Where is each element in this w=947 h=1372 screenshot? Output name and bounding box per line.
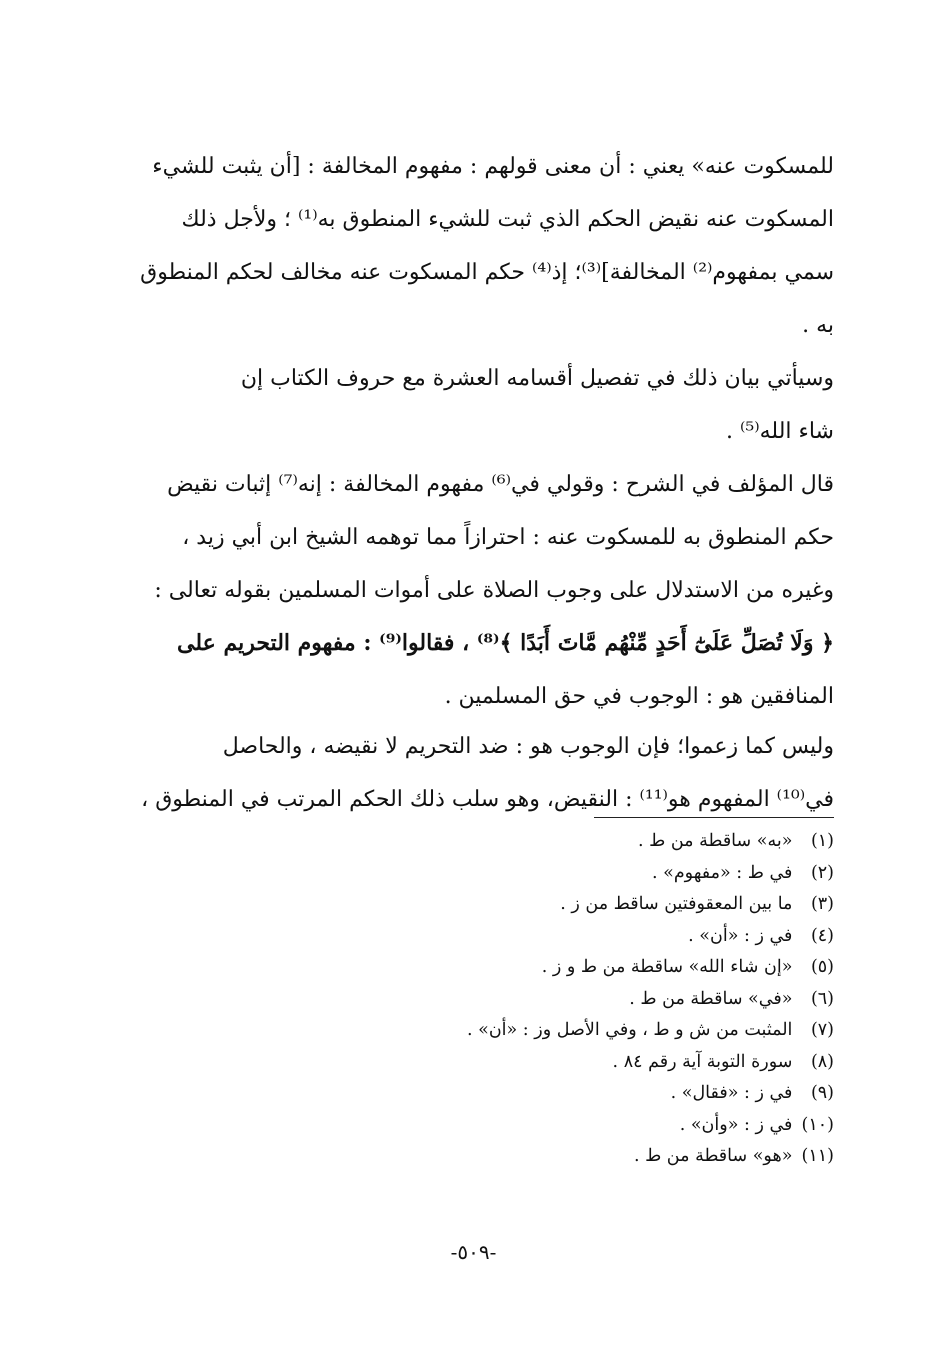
footnote-text: سورة التوبة آية رقم ٨٤ .	[612, 1051, 793, 1072]
text-line: المنافقين هو : الوجوب في حق المسلمين .	[444, 684, 834, 709]
text-line: للمسكوت عنه» يعني : أن معنى قولهم : مفهوم المخالفة : [أن يثبت للشيء	[152, 154, 834, 179]
footnote-item	[380, 1078, 834, 1110]
paragraph-text	[128, 352, 834, 458]
footnote-text: «إن شاء الله» ساقطة من ط و ز .	[541, 957, 793, 977]
footnote-item	[380, 1047, 834, 1079]
footnote-item	[380, 1141, 834, 1173]
footnote-number: (٧)	[810, 1020, 834, 1040]
footnote-text: «في» ساقطة من ط .	[629, 988, 793, 1009]
text-line: وسيأتي بيان ذلك في تفصيل أقسامه العشرة مع حروف الكتاب إن	[240, 366, 834, 391]
footnotes-list	[380, 826, 834, 1173]
text-line: في⁽¹⁰⁾ المفهوم هو⁽¹¹⁾ : النقيض، وهو سلب ذلك الحكم المرتب في المنطوق ،	[141, 787, 834, 812]
footnote-number: (٦)	[810, 988, 834, 1009]
body-paragraph-1	[128, 140, 834, 352]
footnote-separator	[594, 817, 834, 818]
body-paragraph-3	[128, 458, 834, 723]
footnote-number: (٢)	[810, 862, 834, 883]
footnote-item	[380, 1015, 834, 1047]
footnote-text: المثبت من ش و ط ، وفي الأصل وز : «أن» .	[466, 1020, 793, 1040]
text-line: وغيره من الاستدلال على وجوب الصلاة على أموات المسلمين بقوله تعالى :	[154, 578, 834, 603]
paragraph-text	[128, 458, 834, 723]
footnote-item	[380, 826, 834, 858]
page-number: -٥٠٩-	[450, 1240, 497, 1264]
text-line: سمي بمفهوم⁽²⁾ المخالفة]⁽³⁾؛ إذ⁽⁴⁾ حكم المسكوت عنه مخالف لحكم المنطوق	[140, 260, 834, 285]
footnote-text: في ز : «أن» .	[688, 925, 793, 946]
footnote-number: (٤)	[810, 925, 834, 946]
text-line: وليس كما زعموا؛ فإن الوجوب هو : ضد التحريم لا نقيضه ، والحاصل	[222, 734, 834, 759]
footnote-text: في ط : «مفهوم» .	[651, 862, 793, 883]
footnote-text: «هو» ساقطة من ط .	[633, 1146, 793, 1166]
footnote-text: «به» ساقطة من ط .	[637, 831, 793, 851]
footnote-item	[380, 889, 834, 921]
footnote-number: (١٠)	[801, 1114, 834, 1135]
footnote-item	[380, 984, 834, 1016]
footnote-text: في ز : «فقال» .	[670, 1083, 793, 1103]
footnote-text: ما بين المعقوفتين ساقط من ز .	[560, 894, 793, 914]
footnote-number: (٣)	[810, 894, 834, 914]
footnote-text: في ز : «وأن» .	[679, 1114, 793, 1135]
footnote-number: (٨)	[810, 1051, 834, 1072]
paragraph-text	[128, 140, 834, 352]
footnote-number: (٥)	[810, 957, 834, 977]
quran-verse-line: ﴿ وَلَا تُصَلِّ عَلَىٰٓ أَحَدٍ مِّنْهُم مَّاتَ أَبَدًا ﴾⁽⁸⁾ ، فقالوا⁽⁹⁾ : مفهوم التحريم على	[177, 630, 834, 656]
footnote-item	[380, 858, 834, 890]
text-line: حكم المنطوق به للمسكوت عنه : احترازاً مما توهمه الشيخ ابن أبي زيد ،	[182, 525, 834, 550]
footnote-number: (٩)	[810, 1083, 834, 1103]
text-line: به .	[802, 313, 834, 338]
footnote-item	[380, 1110, 834, 1142]
footnote-item	[380, 952, 834, 984]
footnote-number: (١)	[810, 831, 834, 851]
text-line: قال المؤلف في الشرح : وقولي في⁽⁶⁾ مفهوم المخالفة : إنه⁽⁷⁾ إثبات نقيض	[167, 472, 834, 497]
footnote-number: (١١)	[801, 1146, 834, 1166]
body-paragraph-4	[128, 720, 834, 826]
paragraph-text	[128, 720, 834, 826]
body-paragraph-2	[128, 352, 834, 458]
text-line: المسكوت عنه نقيض الحكم الذي ثبت للشيء المنطوق به⁽¹⁾ ؛ ولأجل ذلك	[181, 207, 834, 232]
text-line: شاء الله⁽⁵⁾ .	[726, 419, 834, 444]
footnote-item	[380, 921, 834, 953]
